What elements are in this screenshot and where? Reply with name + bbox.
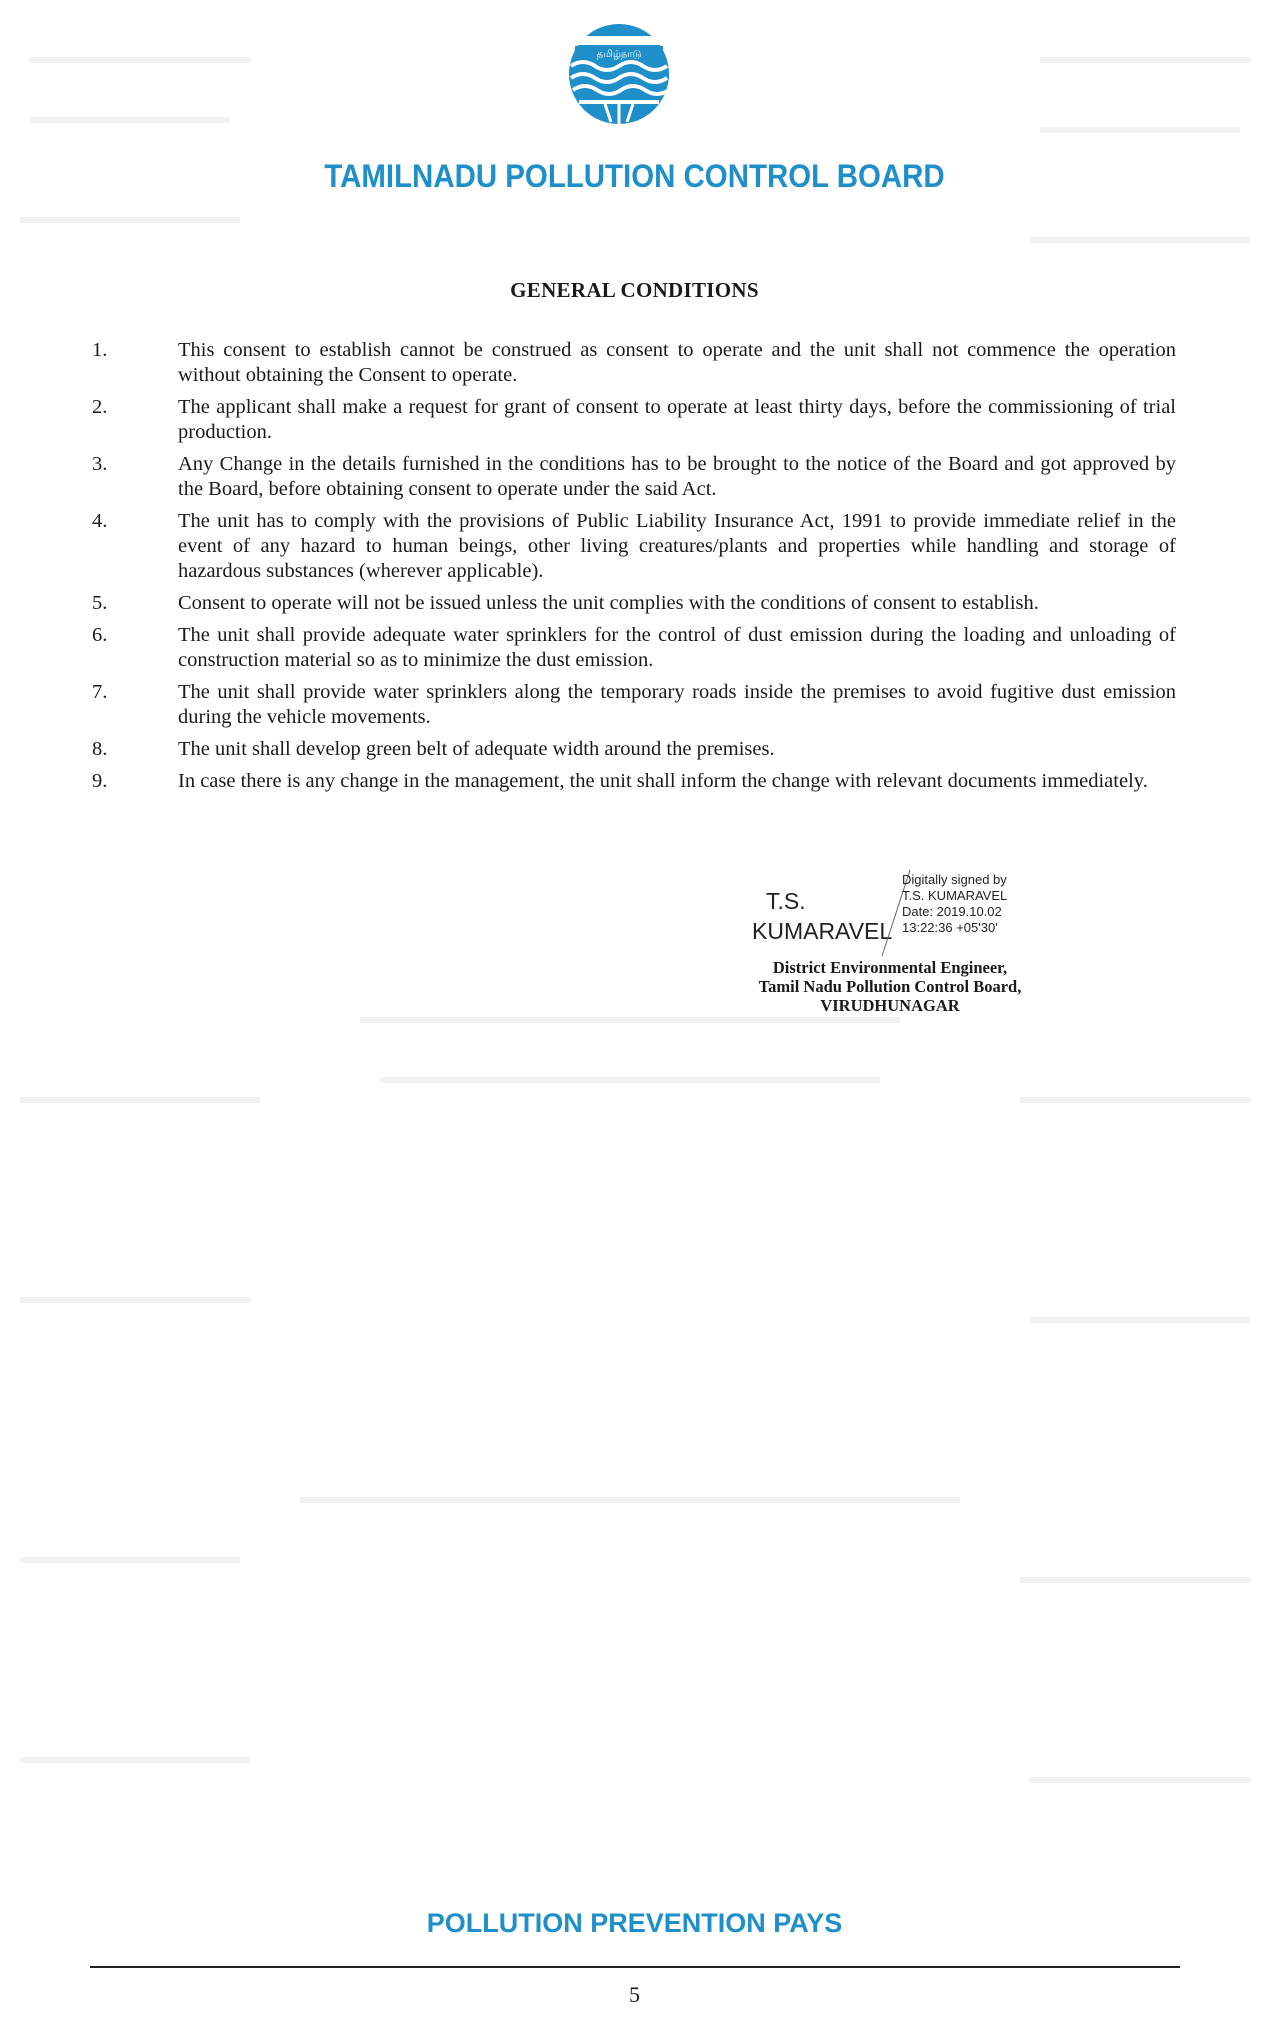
condition-item bbox=[92, 395, 1176, 445]
conditions-list bbox=[92, 338, 1176, 801]
condition-item bbox=[92, 737, 1176, 762]
logo-text: தமிழ்நாடு bbox=[596, 49, 642, 60]
condition-item bbox=[92, 509, 1176, 584]
designation-line3: VIRUDHUNAGAR bbox=[820, 996, 960, 1015]
condition-text: The unit shall develop green belt of adequate width around the premises. bbox=[178, 738, 775, 760]
signed-time: 13:22:36 +05'30' bbox=[902, 920, 998, 935]
condition-text: Any Change in the details furnished in the conditions has to be brought to the notice of the Board and got approved by the Board, before obtaining consent to operate under the said Act. bbox=[178, 453, 1176, 500]
condition-item bbox=[92, 623, 1176, 673]
condition-item bbox=[92, 769, 1176, 794]
organization-name: TAMILNADU POLLUTION CONTROL BOARD bbox=[324, 158, 945, 194]
condition-item bbox=[92, 591, 1176, 616]
condition-number: 9. bbox=[92, 770, 108, 792]
footer-divider bbox=[90, 1966, 1180, 1968]
designation-line2: Tamil Nadu Pollution Control Board, bbox=[758, 977, 1022, 996]
signatory-name-line2: KUMARAVEL bbox=[752, 918, 893, 944]
condition-item bbox=[92, 680, 1176, 730]
condition-text: Consent to operate will not be issued unless the unit complies with the conditions of consent to establish. bbox=[178, 592, 1039, 614]
condition-number: 5. bbox=[92, 592, 108, 614]
condition-number: 2. bbox=[92, 396, 108, 418]
condition-text: In case there is any change in the management, the unit shall inform the change with relevant documents immediately. bbox=[178, 770, 1148, 792]
condition-item bbox=[92, 338, 1176, 388]
page-number: 5 bbox=[629, 1982, 640, 2007]
tnpcb-logo-icon bbox=[567, 22, 671, 126]
condition-number: 7. bbox=[92, 681, 108, 703]
footer-slogan: POLLUTION PREVENTION PAYS bbox=[426, 1908, 843, 1938]
condition-text: The unit has to comply with the provisions of Public Liability Insurance Act, 1991 to provide immediate relief in the event of any hazard to human beings, other living creatures/plants and properties while handling and storage of hazardous substances (wherever applicable). bbox=[178, 510, 1176, 582]
condition-text: The applicant shall make a request for grant of consent to operate at least thirty days, before the commissioning of trial production. bbox=[178, 396, 1176, 443]
condition-text: The unit shall provide water sprinklers along the temporary roads inside the premises to avoid fugitive dust emission during the vehicle movements. bbox=[178, 681, 1176, 728]
condition-number: 6. bbox=[92, 624, 108, 646]
signed-date: Date: 2019.10.02 bbox=[902, 904, 1002, 919]
condition-item bbox=[92, 452, 1176, 502]
condition-number: 4. bbox=[92, 510, 108, 532]
signed-by: T.S. KUMARAVEL bbox=[902, 888, 1008, 903]
signatory-name-line1: T.S. bbox=[766, 888, 806, 914]
condition-number: 3. bbox=[92, 453, 108, 475]
condition-number: 1. bbox=[92, 339, 108, 361]
signature-details bbox=[902, 872, 1007, 936]
page-title: GENERAL CONDITIONS bbox=[510, 278, 759, 302]
condition-text: This consent to establish cannot be construed as consent to operate and the unit shall not commence the operation without obtaining the Consent to operate. bbox=[178, 339, 1176, 386]
designation-line1: District Environmental Engineer, bbox=[772, 958, 1008, 977]
condition-text: The unit shall provide adequate water sprinklers for the control of dust emission during the loading and unloading of construction material so as to minimize the dust emission. bbox=[178, 624, 1176, 671]
signed-label: Digitally signed by bbox=[902, 872, 1007, 887]
signatory-designation bbox=[715, 958, 1065, 1015]
condition-number: 8. bbox=[92, 738, 108, 760]
